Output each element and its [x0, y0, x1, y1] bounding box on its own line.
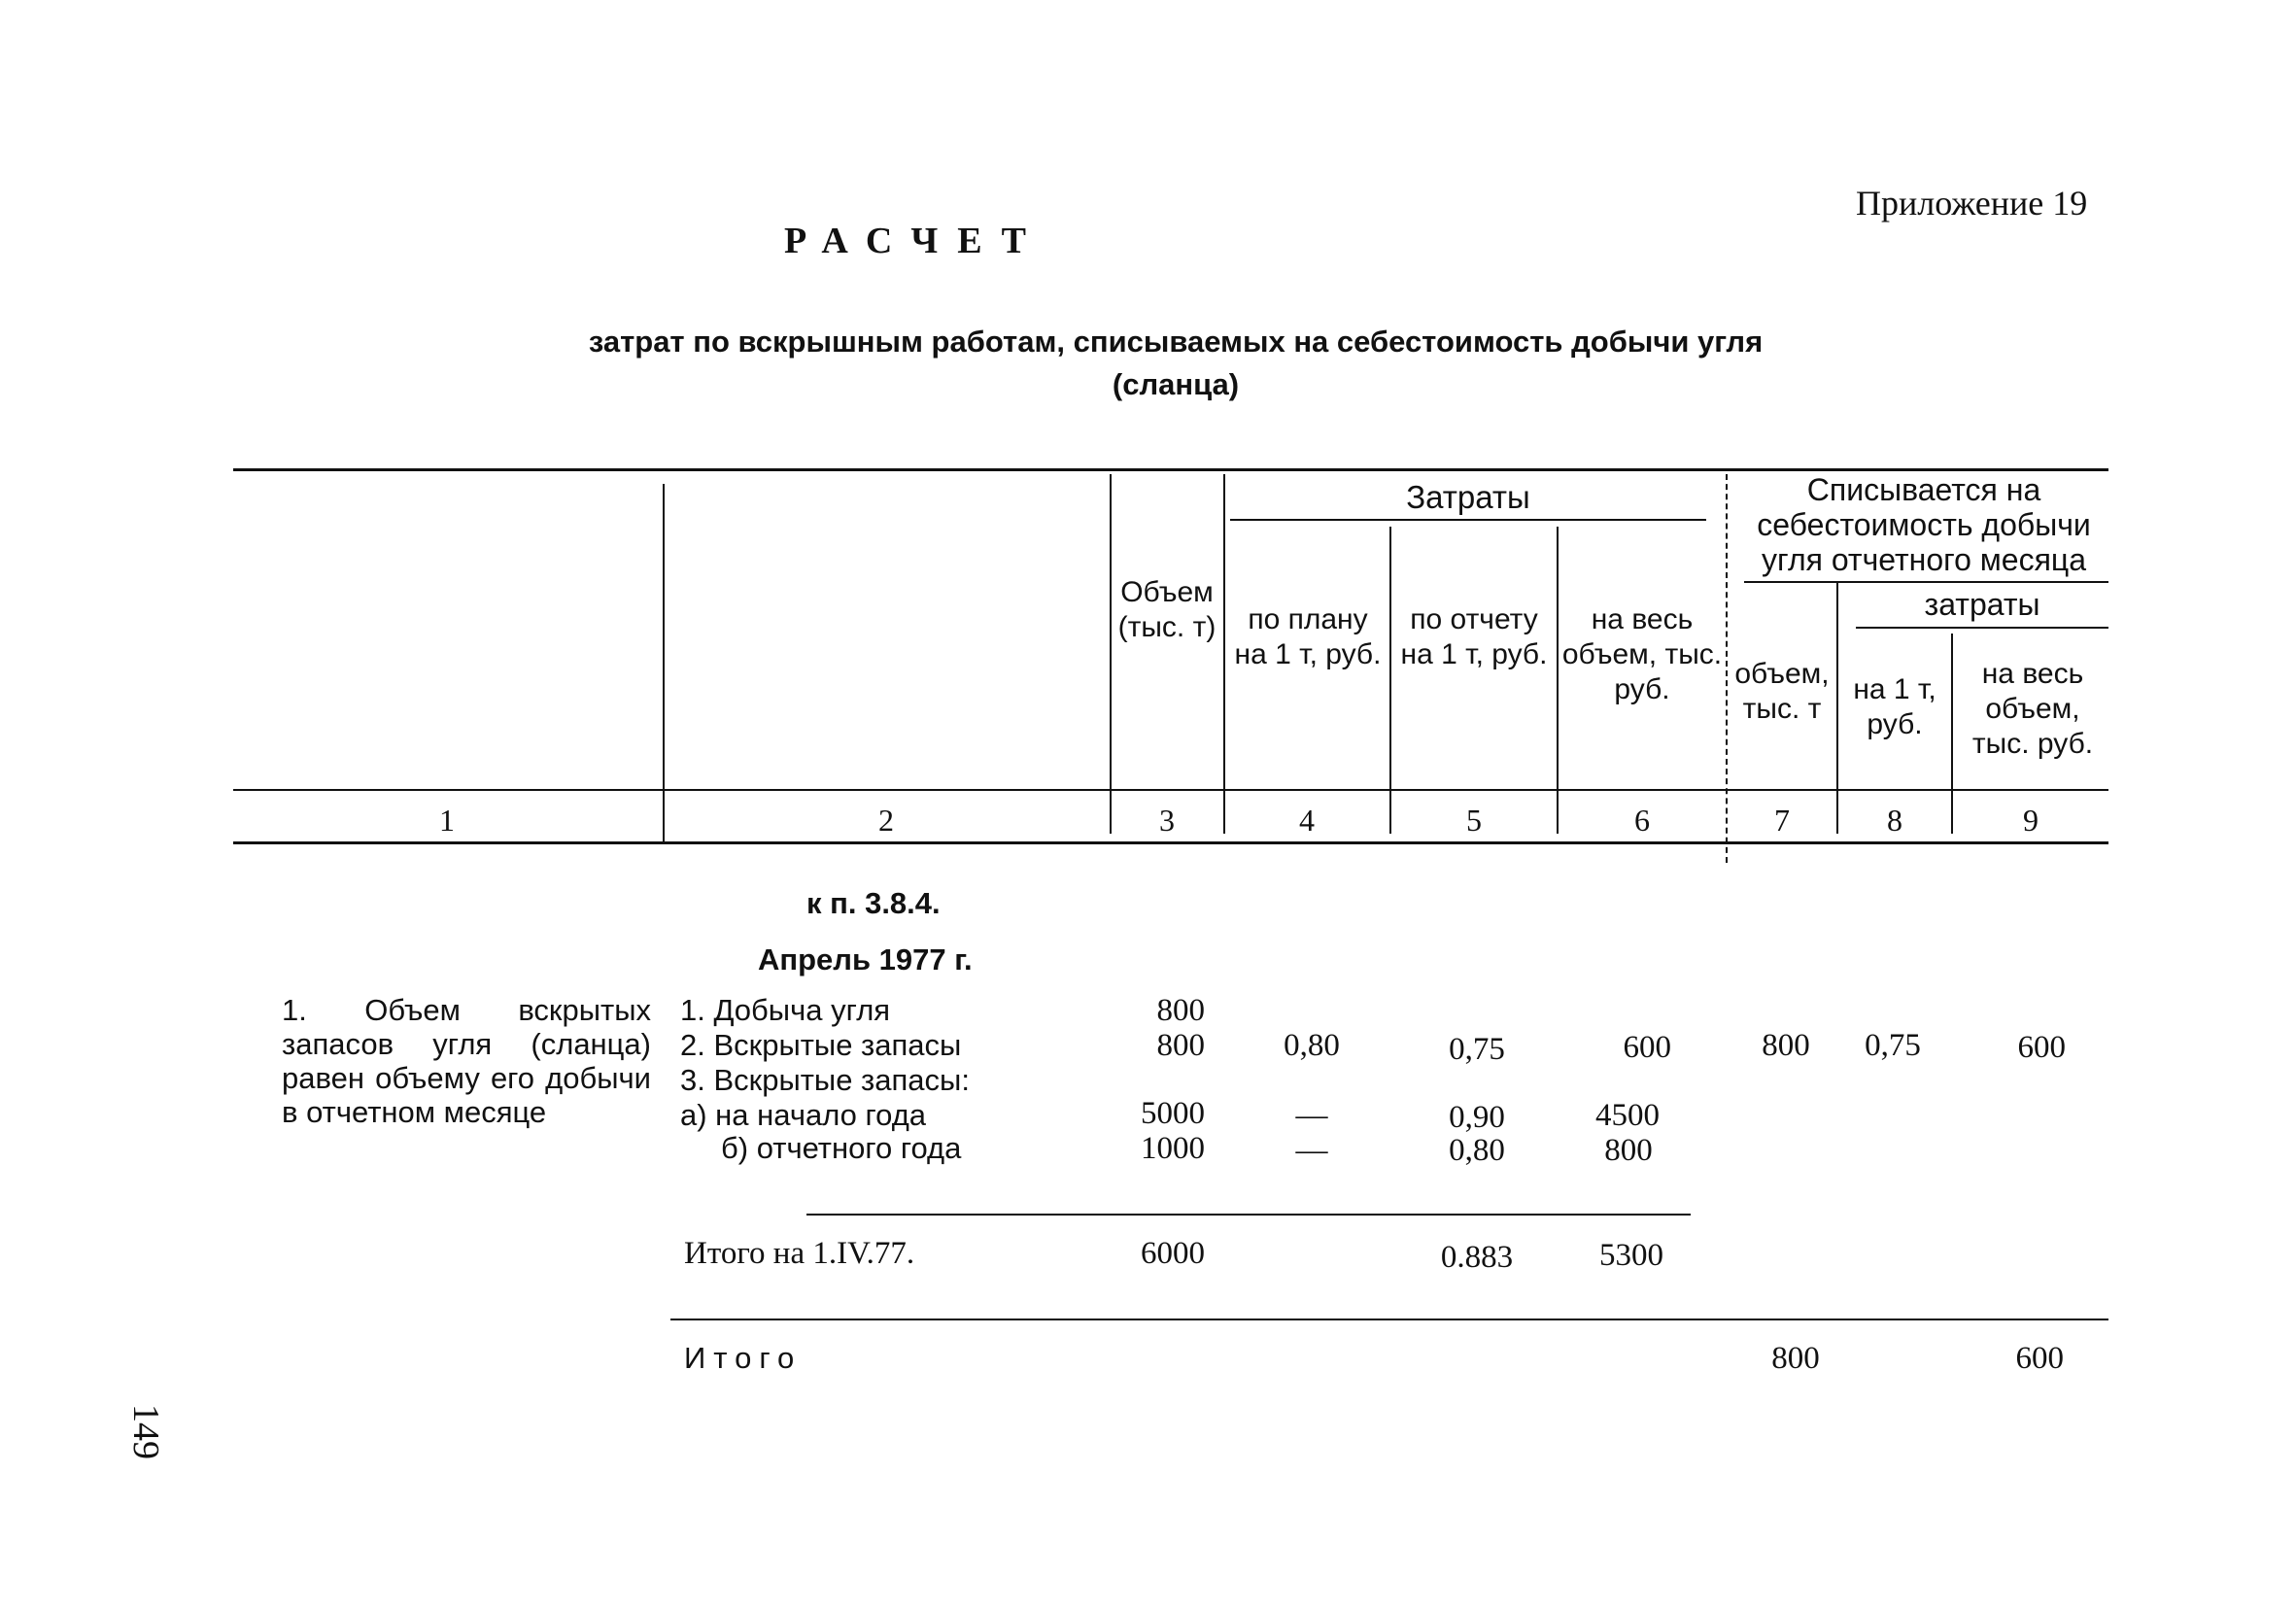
subtotal-report-per-ton: 0.883	[1440, 1240, 1514, 1275]
column-number: 2	[878, 803, 894, 838]
col-divider-7-8	[1836, 583, 1838, 834]
column-numbers-rule	[233, 841, 2108, 844]
header-costs-group: Затраты	[1406, 479, 1530, 515]
row-total-cost: 800	[1604, 1133, 1653, 1168]
row-total-cost: 4500	[1595, 1098, 1660, 1133]
col-divider-5-6	[1557, 527, 1559, 834]
header-report-per-ton: по отчету на 1 т, руб.	[1400, 603, 1548, 670]
document-title	[0, 220, 2296, 262]
section-reference: к п. 3.8.4.	[806, 886, 941, 920]
header-writeoff-total: на весь объем, тыс. руб.	[1971, 658, 2094, 760]
row-total-cost: 600	[1623, 1030, 1671, 1065]
row-label: 3. Вскрытые запасы:	[680, 1063, 970, 1097]
header-writeoff-group: Списывается на себестоимость добычи угля отчетного месяца	[1757, 472, 2091, 577]
row-writeoff-per-ton: 0,75	[1865, 1028, 1921, 1063]
header-writeoff-per-ton: на 1 т, руб.	[1853, 673, 1936, 740]
col-divider-2-3	[1110, 474, 1112, 834]
table-top-rule	[233, 468, 2108, 471]
row-label: а) на начало года	[680, 1098, 927, 1132]
total-label: Итого	[684, 1341, 803, 1375]
subtotal-volume: 6000	[1141, 1236, 1205, 1271]
header-writeoff-costs-group: затраты	[1924, 587, 2040, 622]
column-number: 1	[439, 803, 455, 838]
column-number: 6	[1634, 803, 1650, 838]
document-subtitle	[525, 321, 1827, 406]
title-text: РАСЧЕТ	[784, 221, 1045, 261]
total-rule	[670, 1319, 2108, 1320]
row-report-per-ton: 0,75	[1449, 1032, 1505, 1067]
row-plan-per-ton: 0,80	[1284, 1028, 1340, 1063]
total-writeoff-volume: 800	[1771, 1341, 1820, 1376]
header-total-volume-cost: на весь объем, тыс. руб.	[1561, 603, 1723, 705]
costs-group-rule	[1230, 519, 1706, 521]
row-writeoff-volume: 800	[1762, 1028, 1810, 1063]
appendix-label: Приложение 19	[1856, 184, 2088, 223]
subtotal-total-cost: 5300	[1599, 1238, 1663, 1273]
row-report-per-ton: 0,80	[1449, 1133, 1505, 1168]
subtitle-line-1: затрат по вскрышным работам, списываемых на себестоимость добычи угля	[588, 325, 1764, 359]
row-label: 2. Вскрытые запасы	[680, 1028, 962, 1062]
row-volume: 800	[1156, 993, 1205, 1028]
row-volume: 1000	[1141, 1131, 1205, 1166]
column-number: 3	[1159, 803, 1175, 838]
column-number: 9	[2023, 803, 2039, 838]
column-number: 4	[1299, 803, 1315, 838]
col-divider-1-2	[663, 484, 665, 843]
case-description: 1. Объем вскрытых запасов угля (сланца) равен объему его добычи в отчетном месяце	[282, 993, 651, 1129]
row-label: 1. Добыча угля	[680, 993, 891, 1027]
column-number: 5	[1466, 803, 1482, 838]
col-divider-3-4	[1223, 474, 1225, 834]
header-plan-per-ton: по плану на 1 т, руб.	[1234, 603, 1382, 670]
column-number: 8	[1887, 803, 1902, 838]
row-volume: 800	[1156, 1028, 1205, 1063]
header-bottom-rule	[233, 789, 2108, 791]
row-plan-per-ton: —	[1295, 1133, 1328, 1168]
row-volume: 5000	[1141, 1096, 1205, 1131]
subtitle-line-2: (сланца)	[1112, 367, 1240, 401]
column-number: 7	[1774, 803, 1790, 838]
total-writeoff-total: 600	[2015, 1341, 2064, 1376]
header-volume: Объем (тыс. т)	[1117, 576, 1217, 643]
row-label: б) отчетного года	[721, 1131, 962, 1165]
row-writeoff-total: 600	[2017, 1030, 2066, 1065]
row-plan-per-ton: —	[1295, 1098, 1328, 1133]
section-period: Апрель 1977 г.	[758, 942, 973, 976]
subtotal-label: Итого на 1.IV.77.	[684, 1236, 915, 1271]
header-writeoff-volume: объем, тыс. т	[1734, 658, 1830, 725]
row-report-per-ton: 0,90	[1449, 1100, 1505, 1135]
writeoff-group-rule	[1744, 581, 2108, 583]
subtotal-rule	[806, 1214, 1691, 1216]
writeoff-costs-rule	[1856, 627, 2108, 629]
col-divider-4-5	[1389, 527, 1391, 834]
page-number: 149	[125, 1404, 166, 1459]
